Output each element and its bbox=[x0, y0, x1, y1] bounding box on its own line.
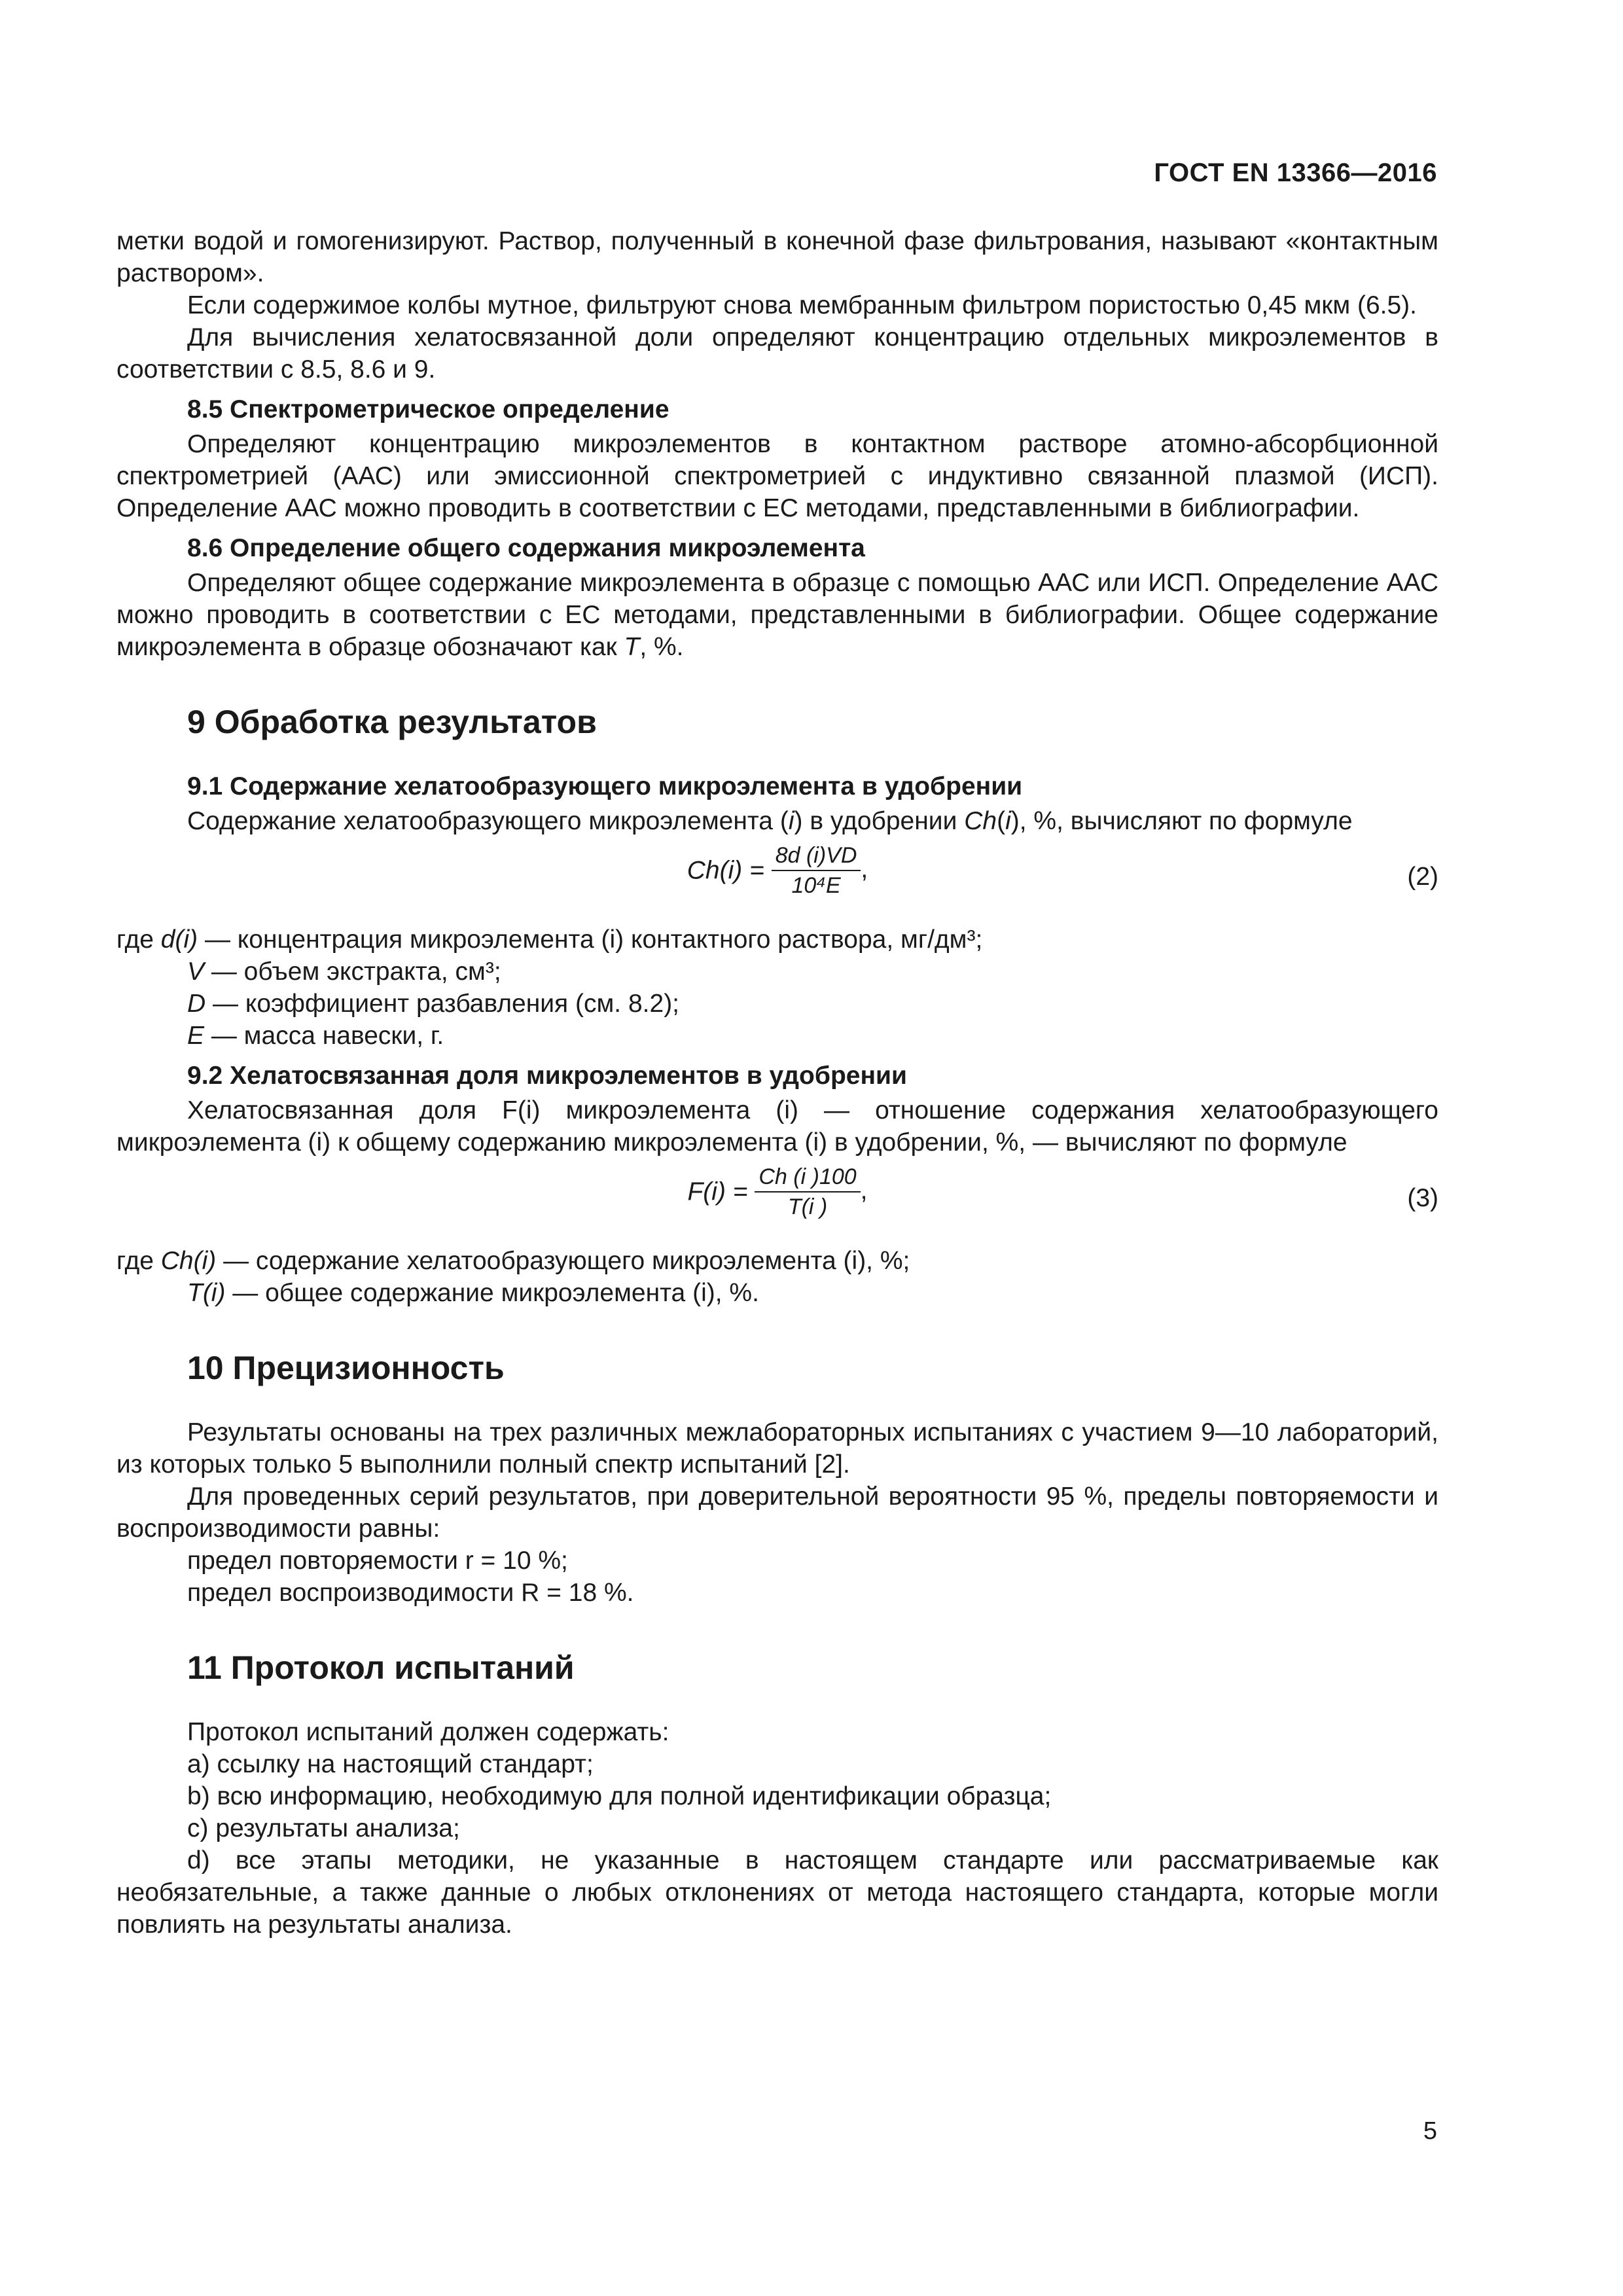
formula-3-denominator: T(i ) bbox=[787, 1194, 828, 1219]
formula-2-expression bbox=[116, 842, 1438, 899]
section-8-6-text bbox=[116, 567, 1438, 663]
legend-2-line-1 bbox=[116, 924, 1438, 956]
formula-2-numerator: 8d (i)VD bbox=[772, 842, 861, 871]
repeatability-limit: предел повторяемости r = 10 %; bbox=[187, 1547, 568, 1575]
s91-var-i2: i bbox=[1005, 807, 1011, 835]
legend-2-line-2 bbox=[116, 956, 1438, 988]
formula-2-number: (2) bbox=[1407, 863, 1438, 891]
formula-3-numerator: Ch (i )100 bbox=[755, 1164, 860, 1193]
formula-3-tail: , bbox=[860, 1176, 868, 1205]
legend-3-line-1-symbol: Ch(i) bbox=[160, 1247, 217, 1275]
formula-2-tail: , bbox=[861, 855, 868, 884]
list-item: d) все этапы методики, не указанные в настоящем стандарте или рассматриваемые как необязательные, а также данные о любых отклонениях от метода настоящего стандарта, которые могли повлиять на результаты анализа. bbox=[116, 1846, 1438, 1939]
formula-2-denominator: 10⁴E bbox=[791, 873, 841, 898]
s91-text-b: ) в удобрении bbox=[794, 807, 965, 835]
legend-2-line-1-text: — концентрация микроэлемента (i) контактного раствора, мг/дм³; bbox=[198, 925, 983, 954]
intro-paragraph-2: Если содержимое колбы мутное, фильтруют снова мембранным фильтром пористостью 0,45 мкм (6.5). bbox=[187, 291, 1417, 319]
legend-2-line-3-text: — коэффициент разбавления (см. 8.2); bbox=[205, 990, 680, 1018]
page-number: 5 bbox=[1423, 2117, 1437, 2145]
s91-text-d: ), %, вычисляют по формуле bbox=[1010, 807, 1353, 835]
formula-3-fraction bbox=[755, 1164, 860, 1220]
s91-var-ch: Ch bbox=[964, 807, 997, 835]
formula-3-expression bbox=[116, 1164, 1438, 1220]
list-item: c) результаты анализа; bbox=[187, 1814, 460, 1842]
section-9-2-text: Хелатосвязанная доля F(i) микроэлемента (i) — отношение содержания хелатообразующего микроэлемента (i) к общему содержанию микроэлемента (i) в удобрении, %, — вычисляют по формуле bbox=[116, 1096, 1438, 1157]
intro-paragraph-3: Для вычисления хелатосвязанной доли определяют концентрацию отдельных микроэлементов в соответствии с 8.5, 8.6 и 9. bbox=[116, 323, 1438, 384]
legend-3-line-1-lead: где bbox=[116, 1247, 161, 1275]
standard-code-header: ГОСТ EN 13366—2016 bbox=[1154, 158, 1437, 187]
s91-text-a: Содержание хелатообразующего микроэлемента ( bbox=[187, 807, 789, 835]
legend-2-line-1-lead: где bbox=[116, 925, 161, 954]
formula-2-lhs: Ch(i) = bbox=[687, 856, 764, 885]
s91-var-i: i bbox=[788, 807, 794, 835]
list-item: a) ссылку на настоящий стандарт; bbox=[187, 1750, 594, 1778]
section-9-heading: 9 Обработка результатов bbox=[187, 704, 597, 740]
formula-2-fraction bbox=[772, 842, 861, 899]
section-11-intro: Протокол испытаний должен содержать: bbox=[187, 1718, 669, 1746]
legend-3-line-2 bbox=[116, 1277, 1438, 1309]
section-10-paragraph-2: Для проведенных серий результатов, при доверительной вероятности 95 %, пределы повторяемости и воспроизводимости равны: bbox=[116, 1482, 1438, 1543]
s91-text-c: ( bbox=[997, 807, 1006, 835]
formula-2-legend bbox=[116, 924, 1438, 1052]
legend-2-line-4-symbol: E bbox=[187, 1022, 205, 1050]
intro-paragraph-1: метки водой и гомогенизируют. Раствор, полученный в конечной фазе фильтрования, называют «контактным раствором». bbox=[116, 227, 1438, 287]
section-8-5-text: Определяют концентрацию микроэлементов в контактном растворе атомно-абсорбционной спектрометрией (ААС) или эмиссионной спектрометрией с индуктивно связанной плазмой (ИСП). Определение ААС можно проводить в соответствии с ЕС методами, представленными в библиографии. bbox=[116, 430, 1438, 522]
legend-2-line-3 bbox=[116, 988, 1438, 1020]
section-8-6-text-a: Определяют общее содержание микроэлемента в образце с помощью ААС или ИСП. Определение ААС можно проводить в соответствии с ЕС методами, представленными в библиографии. Общее содержание микроэлемента в образце обозначают как bbox=[116, 569, 1438, 661]
legend-2-line-4-text: — масса навески, г. bbox=[204, 1022, 444, 1050]
reproducibility-limit: предел воспроизводимости R = 18 %. bbox=[187, 1579, 634, 1607]
formula-2 bbox=[116, 842, 1438, 914]
page-content bbox=[116, 225, 1438, 1941]
formula-3-lhs: F(i) = bbox=[687, 1177, 748, 1206]
legend-3-line-1 bbox=[116, 1245, 1438, 1277]
section-11-heading: 11 Протокол испытаний bbox=[187, 1649, 575, 1686]
section-8-5-heading: 8.5 Спектрометрическое определение bbox=[187, 395, 669, 423]
section-9-1-heading: 9.1 Содержание хелатообразующего микроэлемента в удобрении bbox=[187, 772, 1023, 800]
legend-3-line-2-text: — общее содержание микроэлемента (i), %. bbox=[225, 1279, 759, 1307]
section-9-2-heading: 9.2 Хелатосвязанная доля микроэлементов в удобрении bbox=[187, 1062, 907, 1090]
section-8-6-var-t: T bbox=[624, 633, 640, 661]
legend-3-line-1-text: — содержание хелатообразующего микроэлемента (i), %; bbox=[216, 1247, 910, 1275]
section-9-1-text bbox=[116, 805, 1438, 837]
legend-2-line-3-symbol: D bbox=[187, 990, 206, 1018]
section-8-6-text-b: , %. bbox=[639, 633, 684, 661]
section-10-paragraph-1: Результаты основаны на трех различных межлабораторных испытаниях с участием 9—10 лабораторий, из которых только 5 выполнили полный спектр испытаний [2]. bbox=[116, 1418, 1438, 1479]
formula-3-number: (3) bbox=[1407, 1184, 1438, 1212]
section-8-6-heading: 8.6 Определение общего содержания микроэлемента bbox=[187, 534, 865, 562]
formula-3 bbox=[116, 1164, 1438, 1236]
legend-2-line-2-text: — объем экстракта, см³; bbox=[204, 958, 501, 986]
list-item: b) всю информацию, необходимую для полной идентификации образца; bbox=[187, 1782, 1052, 1810]
section-10-heading: 10 Прецизионность bbox=[187, 1350, 505, 1386]
legend-2-line-1-symbol: d(i) bbox=[160, 925, 198, 954]
formula-3-legend bbox=[116, 1245, 1438, 1309]
legend-2-line-2-symbol: V bbox=[187, 958, 205, 986]
legend-2-line-4 bbox=[116, 1020, 1438, 1052]
legend-3-line-2-symbol: T(i) bbox=[187, 1279, 226, 1307]
